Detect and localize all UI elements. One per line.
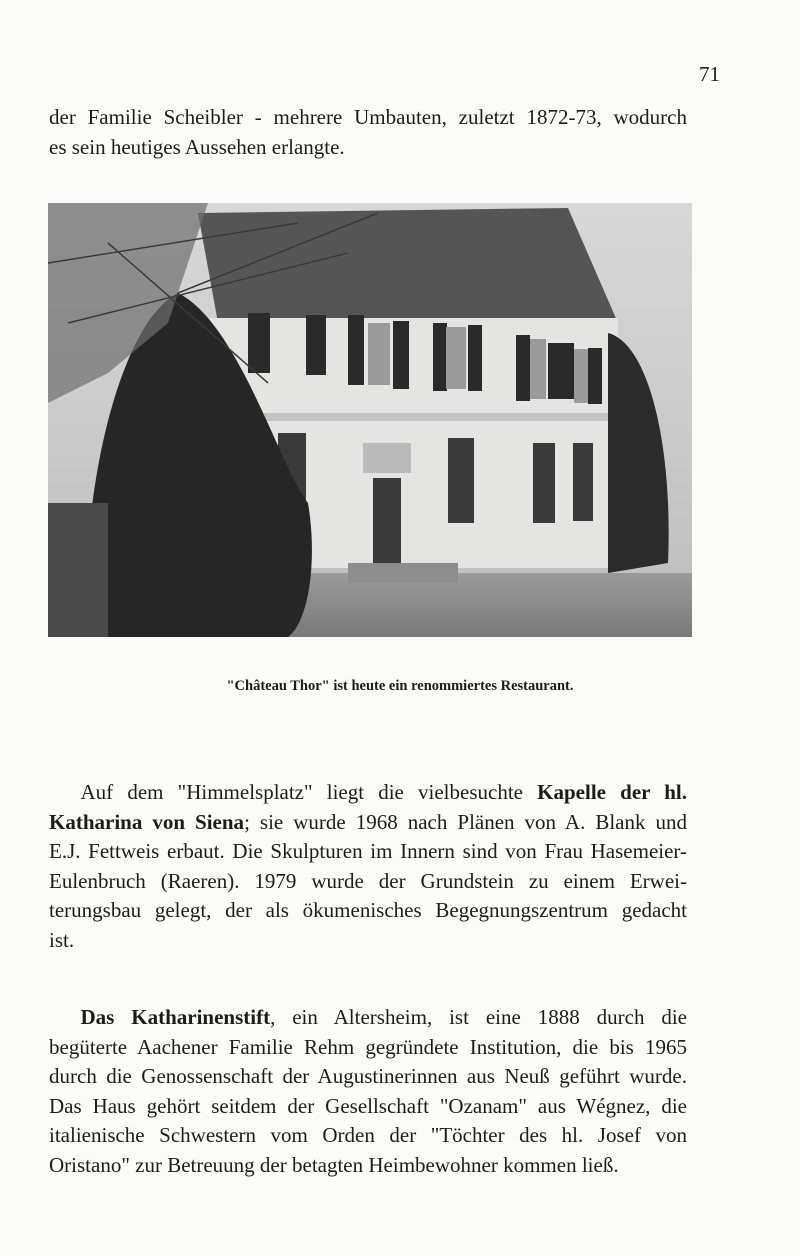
text-segment: italienische Schwestern vom Orden der "Töchter des hl. Josef von <box>49 1123 687 1148</box>
text-line <box>49 1062 687 1092</box>
text-segment: durch die Genossenschaft der Augustinerinnen aus Neuß geführt wurde. <box>49 1064 687 1089</box>
text-line <box>49 1121 687 1151</box>
text-segment: begüterte Aachener Familie Rehm gegründete Institution, die bis 1965 <box>49 1034 687 1059</box>
paragraph-katharinenstift <box>49 1003 687 1181</box>
text-line <box>49 778 687 808</box>
text-segment: der Familie Scheibler - mehrere Umbauten, zuletzt 1872-73, wodurch <box>49 105 687 129</box>
text-segment: es sein heutiges Aussehen erlangte. <box>49 134 345 159</box>
text-line <box>49 1092 687 1122</box>
paragraph-kapelle <box>49 778 687 956</box>
text-line <box>49 1151 687 1181</box>
text-line <box>49 896 687 926</box>
text-segment: ; sie wurde 1968 nach Plänen von A. Blank und <box>244 809 687 834</box>
text-segment: Eulenbruch (Raeren). 1979 wurde der Grundstein zu einem Erwei- <box>49 868 687 893</box>
text-line <box>49 103 687 133</box>
photo-chateau-thor <box>48 203 692 637</box>
text-line <box>49 808 687 838</box>
bold-text: Das Katharinenstift <box>49 1005 271 1029</box>
text-segment: , ein Altersheim, ist eine 1888 durch die <box>270 1005 688 1029</box>
text-line <box>49 133 687 163</box>
text-segment: E.J. Fettweis erbaut. Die Skulpturen im Innern sind von Frau Hasemeier- <box>49 839 687 864</box>
bold-text: Katharina von Siena <box>49 809 245 834</box>
text-line <box>49 926 687 956</box>
photo-caption: "Château Thor" ist heute ein renommiertes Restaurant. <box>226 678 574 694</box>
text-line <box>49 867 687 897</box>
text-line <box>49 1003 687 1033</box>
text-line <box>49 1033 687 1063</box>
text-line <box>49 837 687 867</box>
text-segment: terungsbau gelegt, der als ökumenisches Begegnungszentrum gedacht <box>49 898 687 923</box>
text-segment: Auf dem "Himmelsplatz" liegt die vielbesuchte <box>49 780 538 804</box>
page-number: 71 <box>699 62 720 86</box>
text-segment: Oristano" zur Betreuung der betagten Heimbewohner kommen ließ. <box>49 1152 619 1177</box>
bold-text: Kapelle der hl. <box>537 780 687 804</box>
text-segment: ist. <box>49 927 75 952</box>
text-segment: Das Haus gehört seitdem der Gesellschaft "Ozanam" aus Wégnez, die <box>49 1093 687 1118</box>
paragraph-intro <box>49 103 687 162</box>
